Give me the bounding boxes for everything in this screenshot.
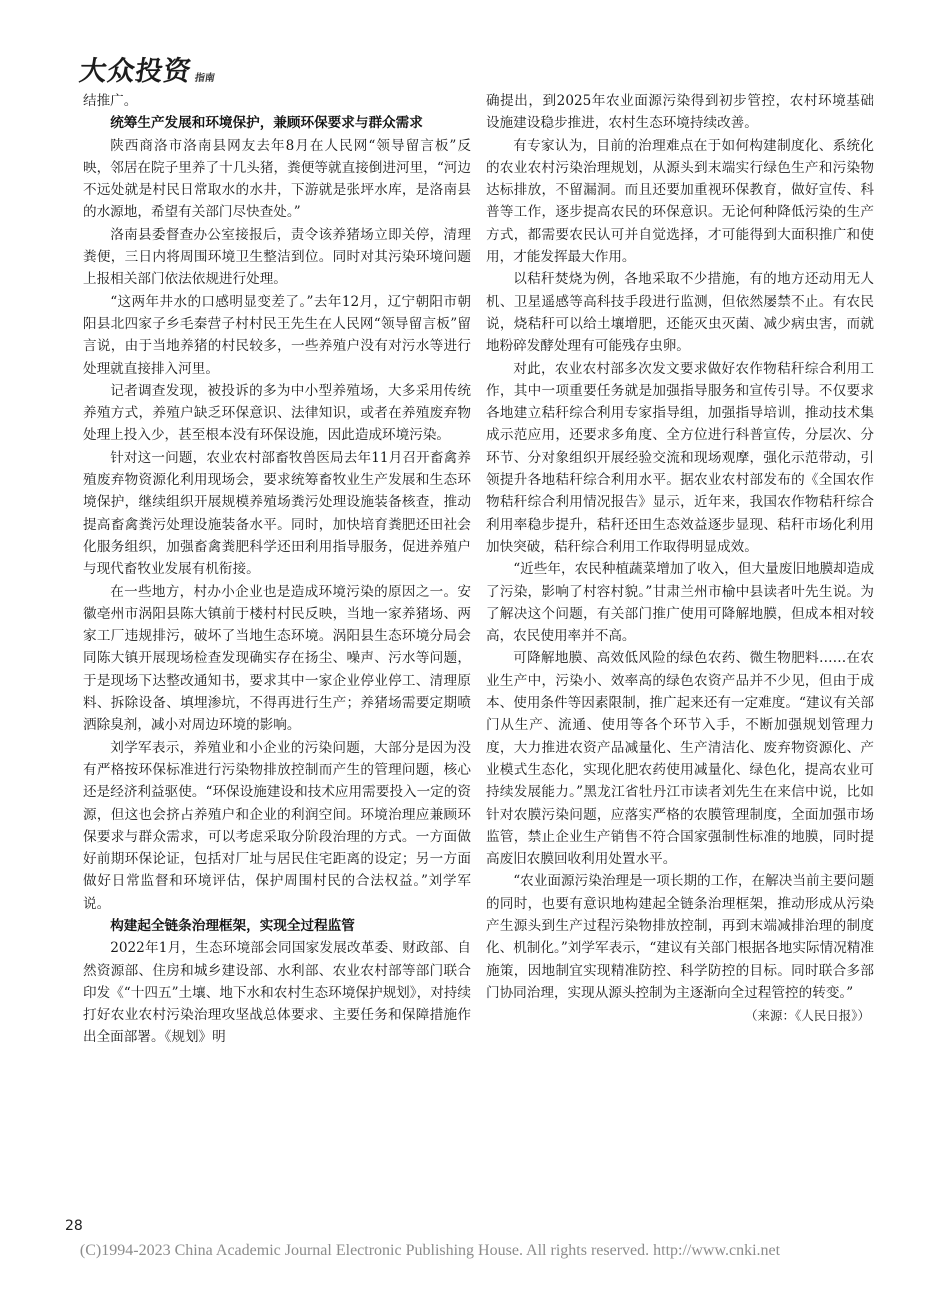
left-column (83, 90, 471, 1049)
paragraph: “近些年，农民种植蔬菜增加了收入，但大量废旧地膜却造成了污染，影响了村容村貌。”甘肃兰州市榆中县读者叶先生说。为了解决这个问题，有关部门推广使用可降解地膜，但成本相对较高，农民使用率并不高。 (486, 561, 874, 645)
section-heading: 构建起全链条治理框架，实现全过程监管 (110, 917, 355, 934)
page-number: 28 (65, 1218, 83, 1234)
paragraph: 对此，农业农村部多次发文要求做好农作物秸秆综合利用工作，其中一项重要任务就是加强指导服务和宣传引导。不仅要求各地建立秸秆综合利用专家指导组，加强指导培训，推动技术集成示范应用，还要求多角度、全方位进行科普宣传，分层次、分环节、分对象组织开展经验交流和现场观摩，强化示范带动，引领提升各地秸秆综合利用水平。据农业农村部发布的《全国农作物秸秆综合利用情况报告》显示，近年来，我国农作物秸秆综合利用率稳步提升，秸秆还田生态效益逐步显现、秸秆市场化利用加快突破，秸秆综合利用工作取得明显成效。 (486, 360, 874, 555)
paragraph: “这两年井水的口感明显变差了。”去年12月，辽宁朝阳市朝阳县北四家子乡毛秦营子村村民王先生在人民网“领导留言板”留言说，由于当地养猪的村民较多，一些养殖户没有对污水等进行处理就直接排入河里。 (83, 293, 471, 377)
copyright-notice: (C)1994-2023 China Academic Journal Electronic Publishing House. All rights reserved. http://www.cnki.net (79, 1242, 781, 1259)
magazine-logo (77, 42, 216, 88)
paragraph: 可降解地膜、高效低风险的绿色农药、微生物肥料……在农业生产中，污染小、效率高的绿色农资产品并不少见，但由于成本、使用条件等因素限制，推广起来还有一定难度。“建议有关部门从生产、流通、使用等各个环节入手，不断加强规划管理力度，大力推进农资产品减量化、生产清洁化、废弃物资源化、产业模式生态化，实现化肥农药使用减量化、绿色化，提高农业可持续发展能力。”黑龙江省牡丹江市读者刘先生在来信中说，比如针对农膜污染问题，应落实严格的农膜管理制度，全面加强市场监管，禁止企业生产销售不符合国家强制性标准的地膜，同时提高废旧农膜回收利用处置水平。 (486, 650, 874, 868)
paragraph: 针对这一问题，农业农村部畜牧兽医局去年11月召开畜禽养殖废弃物资源化利用现场会，要求统筹畜牧业生产发展和生态环境保护，继续组织开展规模养殖场粪污处理设施装备核查，推动提高畜禽粪污处理设施装备水平。同时，加快培育粪肥还田社会化服务组织，加强畜禽粪肥科学还田利用指导服务，促进养殖户与现代畜牧业发展有机衔接。 (83, 449, 471, 578)
source-citation: （来源：《人民日报》） (744, 1008, 870, 1024)
right-column (486, 90, 874, 1027)
paragraph: 确提出，到2025年农业面源污染得到初步管控，农村环境基础设施建设稳步推进，农村生态环境持续改善。 (486, 93, 874, 132)
logo-subtitle: 指南 (193, 73, 216, 84)
section-heading: 统筹生产发展和环境保护，兼顾环保要求与群众需求 (110, 115, 423, 132)
paragraph: 结推广。 (83, 93, 138, 109)
paragraph: 有专家认为，目前的治理难点在于如何构建制度化、系统化的农业农村污染治理规划，从源头到末端实行绿色生产和污染物达标排放，不留漏洞。而且还要加重视环保教育，做好宣传、科普等工作，逐步提高农民的环保意识。无论何种降低污染的生产方式，都需要农民认可并自觉选择，才可能得到大面积推广和使用，才能发挥最大作用。 (486, 137, 874, 266)
paragraph: 记者调查发现，被投诉的多为中小型养殖场，大多采用传统养殖方式，养殖户缺乏环保意识、法律知识，或者在养殖废弃物处理上投入少，甚至根本没有环保设施，因此造成环境污染。 (83, 382, 471, 444)
logo-title: 大众投资 (77, 56, 194, 87)
paragraph: 2022年1月，生态环境部会同国家发展改革委、财政部、自然资源部、住房和城乡建设部、水利部、农业农村部等部门联合印发《“十四五”土壤、地下水和农村生态环境保护规划》，对持续打好农业农村污染治理攻坚战总体要求、主要任务和保障措施作出全面部署。《规划》明 (83, 940, 471, 1046)
paragraph: 以秸秆焚烧为例，各地采取不少措施，有的地方还动用无人机、卫星遥感等高科技手段进行监测，但依然屡禁不止。有农民说，烧秸秆可以给土壤增肥，还能灭虫灭菌、减少病虫害，而就地粉碎发酵处理有可能残存虫卵。 (486, 271, 874, 355)
paragraph: 陕西商洛市洛南县网友去年8月在人民网“领导留言板”反映，邻居在院子里养了十几头猪，粪便等就直接倒进河里，“河边不远处就是村民日常取水的水井，下游就是张坪水库，是洛南县的水源地，希望有关部门尽快查处。” (83, 137, 471, 221)
paragraph: “农业面源污染治理是一项长期的工作，在解决当前主要问题的同时，也要有意识地构建起全链条治理框架，推动形成从污染产生源头到生产过程污染物排放控制，再到末端减排治理的制度化、机制化。”刘学军表示，“建议有关部门根据各地实际情况精准施策，因地制宜实现精准防控、科学防控的目标。同时联合多部门协同治理，实现从源头控制为主逐渐向全过程管控的转变。” (486, 873, 874, 1001)
paragraph: 在一些地方，村办小企业也是造成环境污染的原因之一。安徽亳州市涡阳县陈大镇前于楼村村民反映，当地一家养猪场、两家工厂违规排污，破坏了当地生态环境。涡阳县生态环境分局会同陈大镇开展现场检查发现确实存在扬尘、噪声、污水等问题，于是现场下达整改通知书，要求其中一家企业停业停工、清理原料、拆除设备、填埋渗坑，不得再进行生产；养猪场需要定期喷洒除臭剂，减小对周边环境的影响。 (83, 583, 471, 734)
paragraph: 洛南县委督查办公室接报后，责令该养猪场立即关停，清理粪便，三日内将周围环境卫生整洁到位。同时对其污染环境问题上报相关部门依法依规进行处理。 (83, 226, 471, 288)
paragraph: 刘学军表示，养殖业和小企业的污染问题，大部分是因为没有严格按环保标准进行污染物排放控制而产生的管理问题，核心还是经济利益驱使。“环保设施建设和技术应用需要投入一定的资源，但这也会挤占养殖户和企业的利润空间。环境治理应兼顾环保要求与群众需求，可以考虑采取分阶段治理的方式。一方面做好前期环保论证，包括对厂址与居民住宅距离的设定；另一方面做好日常监督和环境评估，保护周围村民的合法权益。”刘学军说。 (83, 739, 471, 912)
